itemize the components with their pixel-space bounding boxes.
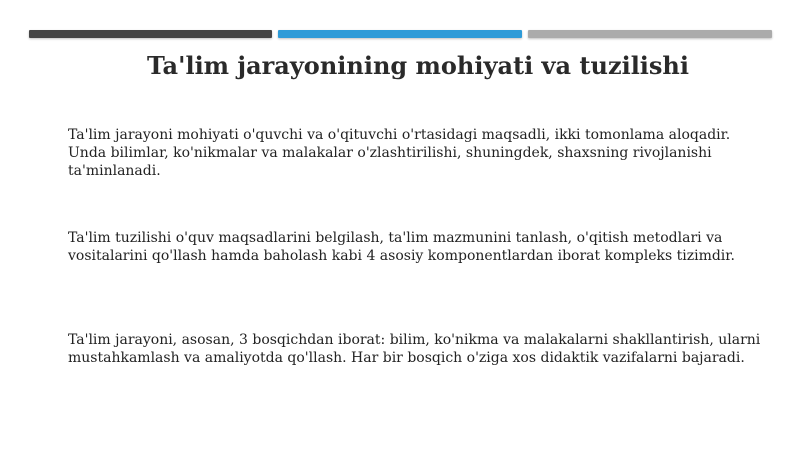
slide-title: Ta'lim jarayonining mohiyati va tuzilishi <box>146 51 689 80</box>
accent-bar-gray <box>528 30 772 38</box>
paragraph-stages: Ta'lim jarayoni, asosan, 3 bosqichdan iborat: bilim, ko'nikma va malakalarni shakllantirish, ularni mustahkamlash va amaliyotda qo'llash. Har bir bosqich o'ziga xos didaktik vazifalarni bajaradi. <box>68 332 761 366</box>
paragraph-structure: Ta'lim tuzilishi o'quv maqsadlarini belgilash, ta'lim mazmunini tanlash, o'qitish metodlari va vositalarini qo'llash hamda baholash kabi 4 asosiy komponentlardan iborat kompleks tizimdir. <box>68 230 735 264</box>
accent-bar-blue <box>278 30 522 38</box>
paragraph-essence: Ta'lim jarayoni mohiyati o'quvchi va o'qituvchi o'rtasidagi maqsadli, ikki tomonlama aloqadir. Unda bilimlar, ko'nikmalar va malakalar o'zlashtirilishi, shuningdek, shaxsning rivojlanishi ta'minlanadi. <box>68 127 731 179</box>
accent-bar-dark <box>29 30 272 38</box>
